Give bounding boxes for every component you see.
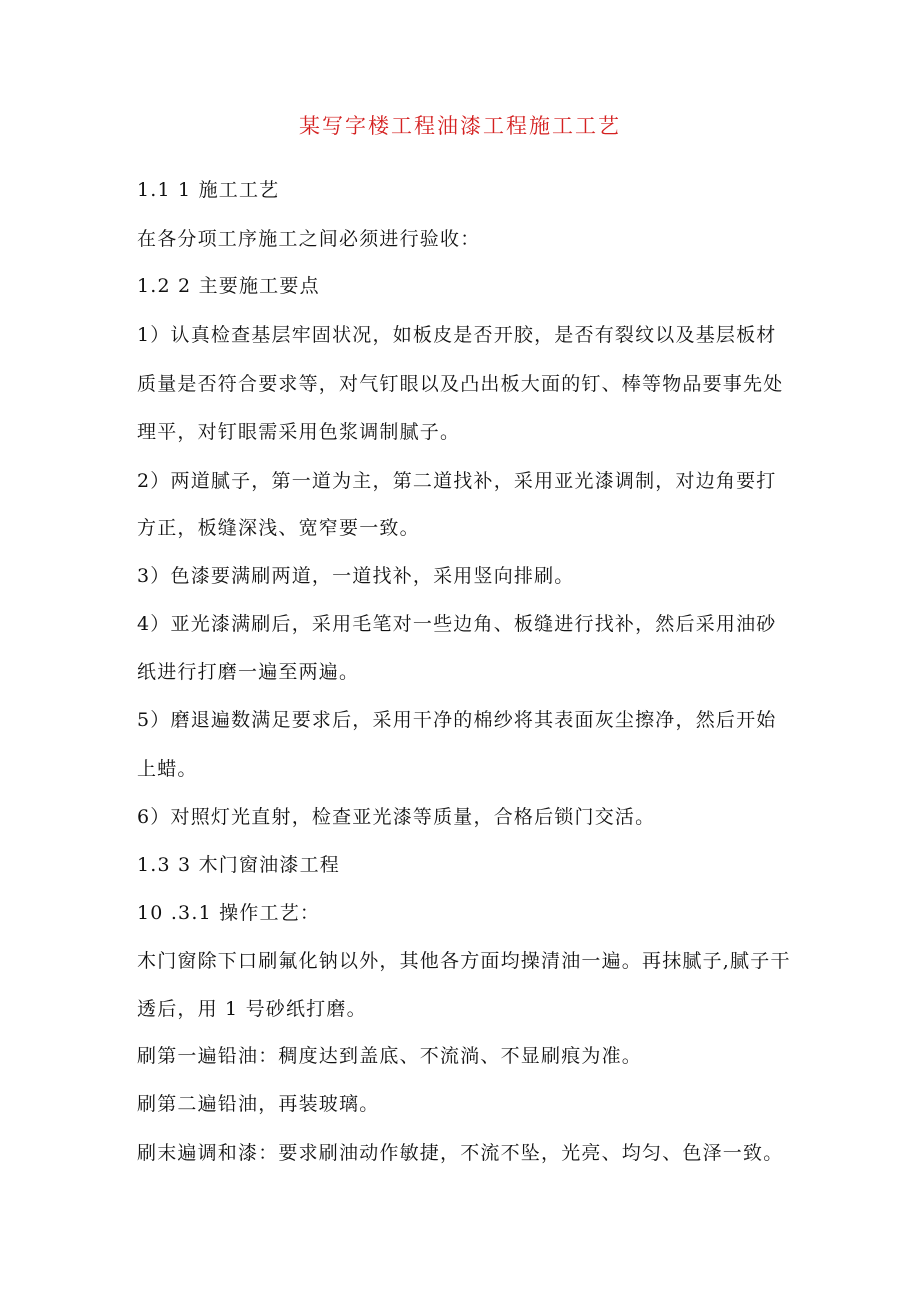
paragraph-line: 上蜡。 xyxy=(137,758,198,780)
paragraph-line: 刷第一遍铅油：稠度达到盖底、不流淌、不显刷痕为准。 xyxy=(137,1045,643,1067)
paragraph-line: 纸进行打磨一遍至两遍。 xyxy=(137,661,360,683)
paragraph-line: 2）两道腻子，第一道为主，第二道找补，采用亚光漆调制，对边角要打 xyxy=(137,470,777,492)
section-heading: 1.3 3 木门窗油漆工程 xyxy=(137,854,340,876)
paragraph-line: 刷末遍调和漆：要求刷油动作敏捷，不流不坠，光亮、均匀、色泽一致。 xyxy=(137,1142,784,1164)
paragraph-line: 4）亚光漆满刷后，采用毛笔对一些边角、板缝进行找补，然后采用油砂 xyxy=(137,613,777,635)
document-title: 某写字楼工程油漆工程施工工艺 xyxy=(299,114,621,138)
section-heading: 1.2 2 主要施工要点 xyxy=(137,275,320,297)
paragraph-line: 1）认真检查基层牢固状况，如板皮是否开胶，是否有裂纹以及基层板材 xyxy=(137,324,777,346)
paragraph-line: 3）色漆要满刷两道，一道找补，采用竖向排刷。 xyxy=(137,565,575,587)
paragraph-line: 5）磨退遍数满足要求后，采用干净的棉纱将其表面灰尘擦净，然后开始 xyxy=(137,709,777,731)
paragraph-line: 刷第二遍铅油，再装玻璃。 xyxy=(137,1093,380,1115)
section-heading: 1.1 1 施工工艺 xyxy=(137,179,280,201)
paragraph-line: 在各分项工序施工之间必须进行验收： xyxy=(137,228,481,250)
paragraph-line: 透后，用 1 号砂纸打磨。 xyxy=(137,998,367,1020)
paragraph-line: 木门窗除下口刷氟化钠以外，其他各方面均操清油一遍。再抹腻子,腻子干 xyxy=(137,950,791,972)
subsection-heading: 10 .3.1 操作工艺： xyxy=(137,902,321,924)
paragraph-line: 方正，板缝深浅、宽窄要一致。 xyxy=(137,517,420,539)
paragraph-line: 质量是否符合要求等，对气钉眼以及凸出板大面的钉、棒等物品要事先处 xyxy=(137,373,784,395)
paragraph-line: 6）对照灯光直射，检查亚光漆等质量，合格后锁门交活。 xyxy=(137,806,656,828)
paragraph-line: 理平，对钉眼需采用色浆调制腻子。 xyxy=(137,421,461,443)
